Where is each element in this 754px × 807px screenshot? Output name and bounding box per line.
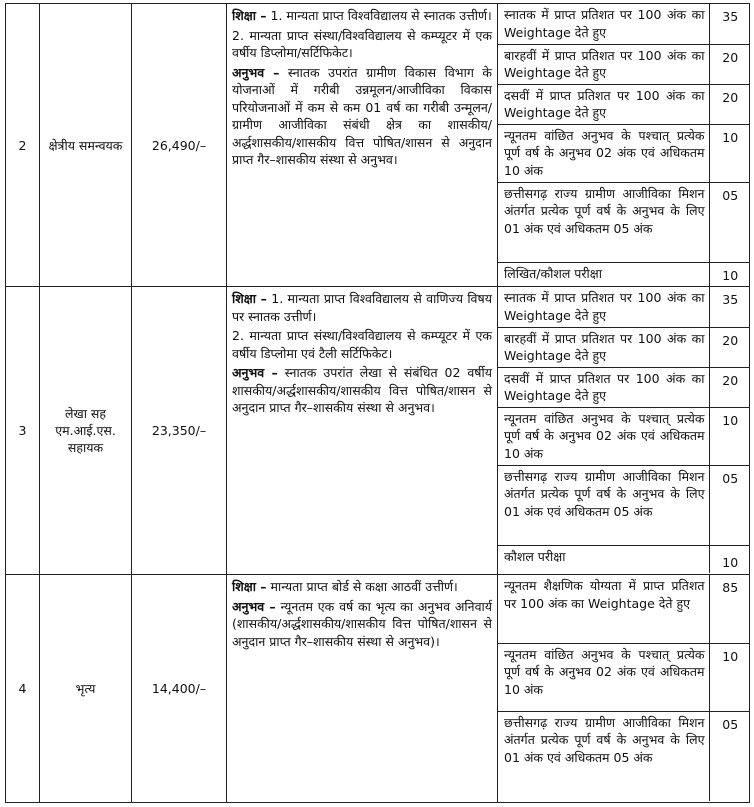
criteria-text: न्यूनतम शैक्षणिक योग्यता में प्राप्त प्रतिशत पर 100 अंक का Weightage देते हुए <box>498 575 709 643</box>
criteria-marks: 35 <box>709 4 749 44</box>
criteria-marks: 35 <box>709 287 749 327</box>
row-number: 3 <box>6 287 40 575</box>
criteria-marks: 05 <box>709 711 749 801</box>
criteria-text: लिखित/कौशल परीक्षा <box>504 265 602 281</box>
criteria-marks: 20 <box>709 44 749 84</box>
criteria-text: न्यूनतम वांछित अनुभव के पश्चात् प्रत्येक पूर्ण वर्ष के अनुभव 02 अंक एवं अधिकतम 10 अंक <box>498 407 709 465</box>
criteria-text: न्यूनतम वांछित अनुभव के पश्चात् प्रत्येक पूर्ण वर्ष के अनुभव 02 अंक एवं अधिकतम 10 अंक <box>498 124 709 182</box>
experience-text: स्नातक उपरांत ग्रामीण विकास विभाग के योजनाओं में गरीबी उन्नमूलन/आजीविका विकास परियोजनाओं में कम से कम 01 वर्ष का गरीबी उन्मूलन/ग्रामीण आजीविका संबंधी क्षेत्र का शासकीय/अर्द्धशासकीय/शासकीय वित्त पोषित/शासन से अनुदान प्राप्त गैर–शासकीय संस्था से अनुभव। <box>232 64 492 167</box>
criteria-table <box>498 287 749 573</box>
criteria-marks: 20 <box>709 367 749 407</box>
qualification-label: शिक्षा – <box>232 8 267 23</box>
qualification-label: शिक्षा – <box>232 291 267 306</box>
row-number: 2 <box>6 4 40 287</box>
experience-label: अनुभव – <box>232 598 276 614</box>
criteria-text: कौशल परीक्षा <box>504 548 566 564</box>
experience-text: न्यूनतम एक वर्ष का भृत्य का अनुभव अनिवार्य (शासकीय/अर्द्धशासकीय/शासकीय वित्त पोषित/शासन से अनुदान प्राप्त गैर–शासकीय संस्था से अनुभव)। <box>232 598 493 649</box>
criteria-text: स्नातक में प्राप्त प्रतिशत पर 100 अंक का Weightage देते हुए <box>498 4 709 44</box>
criteria-marks: 05 <box>709 182 749 262</box>
criteria-marks: 20 <box>709 327 749 367</box>
qualification-text-2: 2. मान्यता प्राप्त संस्था/विश्वविद्यालय से कम्प्यूटर में एक वर्षीय डिप्लोमा एवं टैली सर्टिफिकेट। <box>232 328 492 361</box>
criteria-marks: 10 <box>709 407 749 465</box>
criteria-text: बारहवीं में प्राप्त प्रतिशत पर 100 अंक का Weightage देते हुए <box>498 327 709 367</box>
criteria-marks: 85 <box>709 575 749 643</box>
row-number: 4 <box>6 575 40 803</box>
experience-label: अनुभव – <box>232 365 278 380</box>
qualification-label: शिक्षा – <box>232 579 267 594</box>
criteria-text: स्नातक में प्राप्त प्रतिशत पर 100 अंक का Weightage देते हुए <box>498 287 709 327</box>
criteria-marks: 10 <box>709 545 749 573</box>
qualification-text: मान्यता प्राप्त बोर्ड से कक्षा आठवीं उत्तीर्ण। <box>270 579 458 594</box>
qualification-cell <box>227 4 498 287</box>
criteria-cell <box>498 4 750 287</box>
table-row <box>6 575 750 803</box>
criteria-text: न्यूनतम वांछित अनुभव के पश्चात् प्रत्येक पूर्ण वर्ष के अनुभव 02 अंक एवं अधिकतम 10 अंक <box>498 643 709 711</box>
post-name: भृत्य <box>40 575 132 803</box>
pay-amount: 23,350/– <box>132 287 227 575</box>
criteria-marks: 10 <box>709 643 749 711</box>
table-row <box>6 4 750 287</box>
table-row <box>6 287 750 575</box>
criteria-marks: 20 <box>709 84 749 124</box>
criteria-table <box>498 575 749 801</box>
qualification-cell <box>227 575 498 803</box>
qualification-cell <box>227 287 498 575</box>
criteria-cell <box>498 575 750 803</box>
criteria-text: छत्तीसगढ़ राज्य ग्रामीण आजीविका मिशन अंतर्गत प्रत्येक पूर्ण वर्ष के अनुभव के लिए 01 अंक एवं अधिकतम 05 अंक <box>504 714 705 765</box>
experience-text: स्नातक उपरांत लेखा से संबंधित 02 वर्षीय शासकीय/अर्द्धशासकीय/शासकीय वित्त पोषित/शासन से अनुदान प्राप्त गैर–शासकीय संस्था से अनुभव। <box>232 365 492 415</box>
qualification-text: 1. मान्यता प्राप्त विश्वविद्यालय से स्नातक उत्तीर्ण। <box>270 8 492 23</box>
post-name: लेखा सह एम.आई.एस. सहायक <box>40 287 132 575</box>
criteria-table <box>498 4 749 286</box>
criteria-cell <box>498 287 750 575</box>
pay-amount: 14,400/– <box>132 575 227 803</box>
criteria-text: छत्तीसगढ़ राज्य ग्रामीण आजीविका मिशन अंतर्गत प्रत्येक पूर्ण वर्ष के अनुभव के लिए 01 अंक एवं अधिकतम 05 अंक <box>498 465 709 545</box>
criteria-marks: 10 <box>709 124 749 182</box>
criteria-text: दसवीं में प्राप्त प्रतिशत पर 100 अंक का Weightage देते हुए <box>498 367 709 407</box>
criteria-text: दसवीं में प्राप्त प्रतिशत पर 100 अंक का Weightage देते हुए <box>498 84 709 124</box>
qualification-text-2: 2. मान्यता प्राप्त संस्था/विश्वविद्यालय से कम्प्यूटर में एक वर्षीय डिप्लोमा/सर्टिफिकेट। <box>232 27 492 60</box>
criteria-marks: 05 <box>709 465 749 545</box>
qualification-text: 1. मान्यता प्राप्त विश्वविद्यालय से वाणिज्य विषय पर स्नातक उत्तीर्ण। <box>232 291 492 324</box>
post-name: क्षेत्रीय समन्वयक <box>40 4 132 287</box>
experience-label: अनुभव – <box>232 64 280 80</box>
criteria-marks: 10 <box>709 262 749 286</box>
criteria-text: बारहवीं में प्राप्त प्रतिशत पर 100 अंक का Weightage देते हुए <box>498 44 709 84</box>
recruitment-table <box>5 3 750 803</box>
pay-amount: 26,490/– <box>132 4 227 287</box>
criteria-text: छत्तीसगढ़ राज्य ग्रामीण आजीविका मिशन अंतर्गत प्रत्येक पूर्ण वर्ष के अनुभव के लिए 01 अंक एवं अधिकतम 05 अंक <box>498 182 709 262</box>
